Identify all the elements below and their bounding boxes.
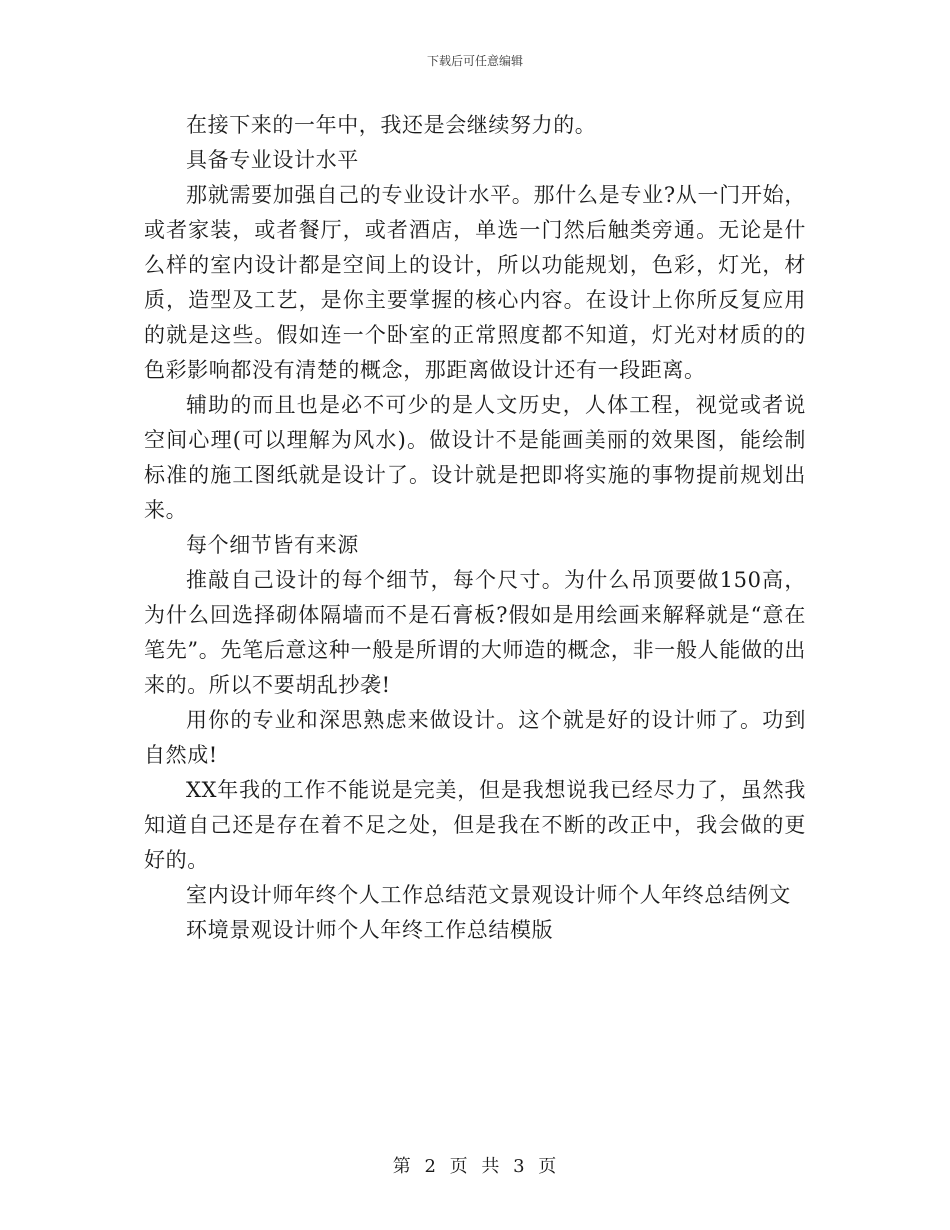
page-footer bbox=[0, 1152, 950, 1178]
footer-current-page: 2 bbox=[424, 1156, 437, 1177]
related-link-1: 室内设计师年终个人工作总结范文景观设计师个人年终总结例文 bbox=[186, 883, 791, 907]
footer-label-ye2: 页 bbox=[538, 1156, 558, 1177]
section-heading-design-level: 具备专业设计水平 bbox=[186, 148, 359, 172]
paragraph-6: XX年我的工作不能说是完美，但是我想说我已经尽力了，虽然我知道自己还是存在着不足之处，但是我在不断的改正中，我会做的更好的。 bbox=[144, 778, 806, 872]
document-body bbox=[144, 108, 806, 948]
related-link-2: 环境景观设计师个人年终工作总结模版 bbox=[186, 918, 554, 942]
section-heading-details: 每个细节皆有来源 bbox=[186, 533, 359, 557]
footer-label-gong: 共 bbox=[481, 1156, 501, 1177]
paragraph-3: 辅助的而且也是必不可少的是人文历史，人体工程，视觉或者说空间心理(可以理解为风水)。做设计不是能画美丽的效果图，能绘制标准的施工图纸就是设计了。设计就是把即将实施的事物提前规划出来。 bbox=[144, 393, 806, 522]
paragraph-4: 推敲自己设计的每个细节，每个尺寸。为什么吊顶要做150高，为什么回选择砌体隔墙而不是石膏板?假如是用绘画来解释就是“意在笔先”。先笔后意这种一般是所谓的大师造的概念，非一般人能做的出来的。所以不要胡乱抄袭! bbox=[144, 568, 806, 697]
paragraph-5: 用你的专业和深思熟虑来做设计。这个就是好的设计师了。功到自然成! bbox=[144, 708, 806, 767]
page-header bbox=[0, 52, 950, 69]
footer-label-ye: 页 bbox=[449, 1156, 469, 1177]
paragraph-2: 那就需要加强自己的专业设计水平。那什么是专业?从一门开始，或者家装，或者餐厅，或者酒店，单选一门然后触类旁通。无论是什么样的室内设计都是空间上的设计，所以功能规划，色彩，灯光，材质，造型及工艺，是你主要掌握的核心内容。在设计上你所反复应用的就是这些。假如连一个卧室的正常照度都不知道，灯光对材质的的色彩影响都没有清楚的概念，那距离做设计还有一段距离。 bbox=[144, 183, 806, 382]
footer-label-di: 第 bbox=[392, 1156, 412, 1177]
paragraph-1: 在接下来的一年中，我还是会继续努力的。 bbox=[186, 113, 597, 137]
footer-total-pages: 3 bbox=[513, 1156, 526, 1177]
header-text: 下载后可任意编辑 bbox=[426, 54, 523, 68]
